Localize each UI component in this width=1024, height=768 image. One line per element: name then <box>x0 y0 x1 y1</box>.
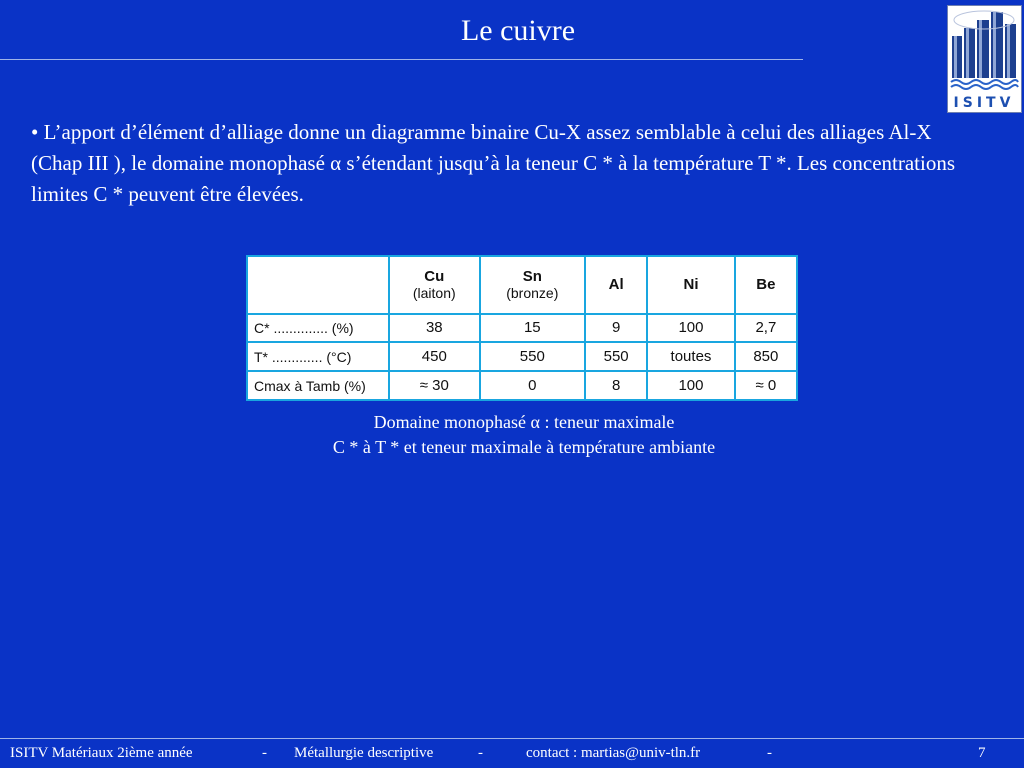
table-cell: 38 <box>389 314 480 343</box>
table-cell: toutes <box>647 342 734 371</box>
footer-page-number: 7 <box>978 745 986 761</box>
header-element-name: Ni <box>683 276 699 294</box>
header-element-name: Cu <box>424 267 445 285</box>
header-element-name: Sn <box>522 267 542 285</box>
header-element-note: (laiton) <box>412 284 456 301</box>
title-divider <box>0 59 803 60</box>
table-header-cell <box>585 256 647 314</box>
table-header-cell <box>647 256 734 314</box>
table-cell: 9 <box>585 314 647 343</box>
table-row <box>247 314 797 343</box>
header-element-name: Be <box>756 276 776 294</box>
table-row <box>247 371 797 400</box>
footer-separator: - <box>262 745 267 761</box>
footer-separator: - <box>767 745 772 761</box>
table-cell: ≈ 30 <box>389 371 480 400</box>
table-cell: 100 <box>647 314 734 343</box>
table-header-cell <box>389 256 480 314</box>
isitv-logo-graphic <box>948 6 1021 112</box>
table-cell: 15 <box>480 314 585 343</box>
table-cell: 2,7 <box>735 314 797 343</box>
bullet-paragraph <box>31 117 981 210</box>
caption-line-2: C * à T * et teneur maximale à température ambiante <box>332 437 716 457</box>
table-cell: 450 <box>389 342 480 371</box>
table-cell: 0 <box>480 371 585 400</box>
table-cell: ≈ 0 <box>735 371 797 400</box>
caption-line-1: Domaine monophasé α : teneur maximale <box>373 412 675 432</box>
footer-divider <box>0 738 1024 739</box>
slide-footer <box>10 745 1014 765</box>
table-cell: 550 <box>480 342 585 371</box>
table-header-cell <box>735 256 797 314</box>
table-cell: 100 <box>647 371 734 400</box>
row-label: C* .............. (%) <box>247 314 389 343</box>
header-element-note: (bronze) <box>506 284 559 301</box>
svg-text:ISITV: ISITV <box>953 95 1015 111</box>
table-header-cell <box>480 256 585 314</box>
footer-subject: Métallurgie descriptive <box>294 745 434 761</box>
footer-separator: - <box>478 745 483 761</box>
footer-contact: contact : martias@univ-tln.fr <box>526 745 701 761</box>
table-header-row <box>247 256 797 314</box>
isitv-logo <box>947 5 1022 113</box>
table-cell: 8 <box>585 371 647 400</box>
table-header-cell <box>247 256 389 314</box>
table-cell: 850 <box>735 342 797 371</box>
row-label: T* ............. (°C) <box>247 342 389 371</box>
table-caption <box>0 410 1024 460</box>
table-row <box>247 342 797 371</box>
table-cell: 550 <box>585 342 647 371</box>
row-label: Cmax à Tamb (%) <box>247 371 389 400</box>
footer-course: ISITV Matériaux 2ième année <box>10 745 193 761</box>
slide-title: Le cuivre <box>460 14 576 47</box>
bullet-text: • L’apport d’élément d’alliage donne un diagramme binaire Cu-X assez semblable à celui des alliages Al-X (Chap III ), le domaine monophasé α s’étendant jusqu’à la teneur C * à la température T *. Les concentrations limites C * peuvent être élevées. <box>31 120 955 206</box>
alloy-limits-table <box>246 255 798 401</box>
header-element-name: Al <box>608 276 624 294</box>
